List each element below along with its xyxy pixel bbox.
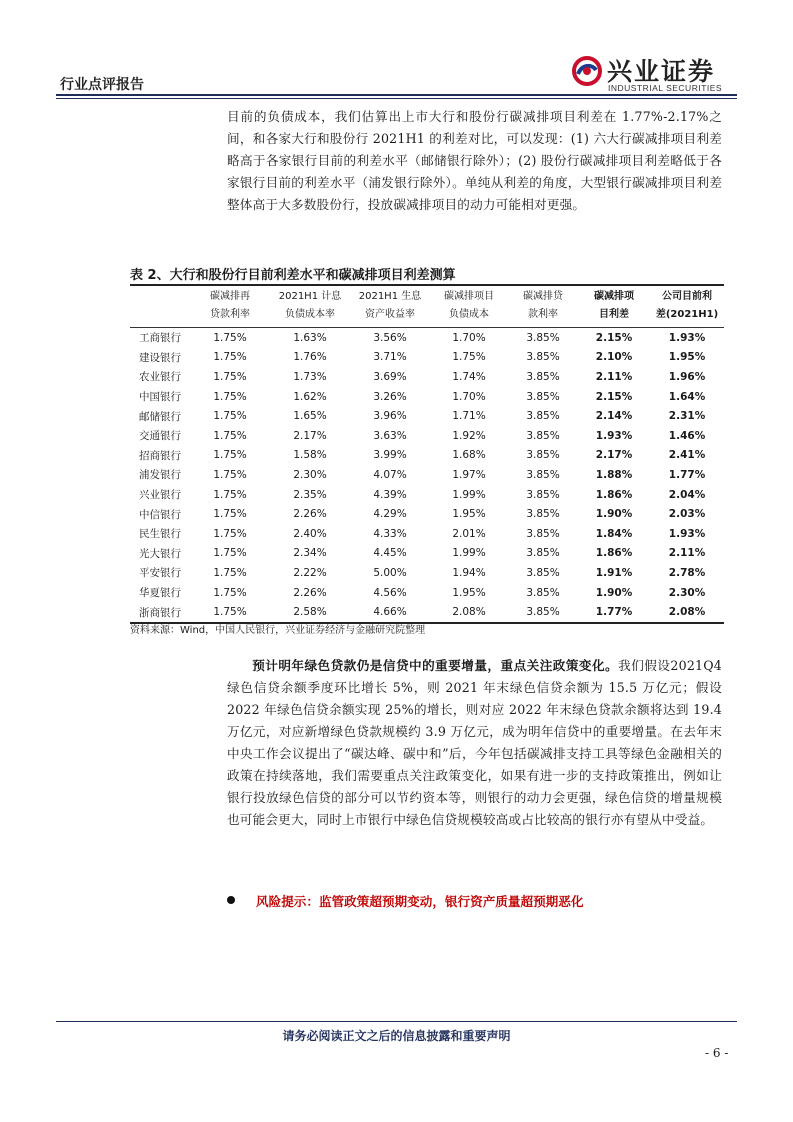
value-cell: 2.17% <box>293 429 327 442</box>
value-cell: 4.56% <box>373 586 407 599</box>
value-cell: 3.85% <box>526 410 560 423</box>
value-cell: 1.99% <box>452 488 486 501</box>
value-cell: 3.85% <box>526 331 560 344</box>
table-body <box>130 328 724 623</box>
value-cell: 2.01% <box>452 527 486 540</box>
value-cell: 2.40% <box>293 527 327 540</box>
bank-name-cell: 建设银行 <box>139 351 181 364</box>
column-header <box>650 285 724 328</box>
outlook-lead: 预计明年绿色贷款仍是信贷中的重要增量，重点关注政策变化。 <box>252 658 619 673</box>
value-cell: 3.85% <box>526 429 560 442</box>
risk-warning: 风险提示：监管政策超预期变动，银行资产质量超预期恶化 <box>256 894 584 909</box>
value-cell: 1.75% <box>213 390 247 403</box>
value-cell: 1.84% <box>595 527 633 540</box>
value-cell: 1.92% <box>452 429 486 442</box>
value-cell: 1.88% <box>595 468 633 481</box>
value-cell: 1.75% <box>213 488 247 501</box>
value-cell: 2.03% <box>668 508 706 521</box>
value-cell: 2.58% <box>270 602 350 623</box>
column-header <box>130 285 190 328</box>
value-cell: 3.85% <box>526 468 560 481</box>
logo-chinese-name: 兴业证券 <box>607 57 716 86</box>
value-cell: 3.85% <box>526 508 560 521</box>
value-cell: 4.45% <box>373 547 407 560</box>
column-header-line: 目利差 <box>599 309 629 320</box>
table-row <box>130 387 724 407</box>
value-cell: 1.76% <box>293 351 327 364</box>
page-number: - 6 - <box>705 1046 729 1060</box>
value-cell: 1.75% <box>213 410 247 423</box>
bank-name-cell: 交通银行 <box>139 430 181 443</box>
value-cell: 2.11% <box>668 547 706 560</box>
value-cell: 3.85% <box>526 370 560 383</box>
value-cell: 1.75% <box>452 351 486 364</box>
footer-disclaimer: 请务必阅读正文之后的信息披露和重要声明 <box>282 1029 511 1043</box>
value-cell: 1.71% <box>452 410 486 423</box>
value-cell: 1.68% <box>452 449 486 462</box>
outlook-paragraph <box>227 655 722 831</box>
value-cell: 1.75% <box>213 370 247 383</box>
value-cell: 1.90% <box>595 586 633 599</box>
value-cell: 2.17% <box>595 449 633 462</box>
value-cell: 2.15% <box>595 331 633 344</box>
column-header-line: 碳减排项目 <box>444 291 494 302</box>
value-cell: 2.78% <box>668 566 706 579</box>
value-cell: 5.00% <box>373 566 407 579</box>
value-cell: 3.85% <box>526 449 560 462</box>
value-cell: 1.75% <box>213 508 247 521</box>
value-cell: 1.77% <box>668 468 706 481</box>
column-header-line: 贷款利率 <box>210 309 250 320</box>
column-header-line: 碳减排贷 <box>523 291 563 302</box>
bank-name-cell: 浙商银行 <box>130 602 190 623</box>
value-cell: 1.70% <box>452 331 486 344</box>
table-source: 资料来源：Wind，中国人民银行，兴业证券经济与金融研究院整理 <box>130 625 426 636</box>
table-row <box>130 504 724 524</box>
value-cell: 3.85% <box>526 586 560 599</box>
value-cell: 1.91% <box>595 566 633 579</box>
header-divider <box>56 94 737 96</box>
value-cell: 2.10% <box>595 351 633 364</box>
value-cell: 3.56% <box>373 331 407 344</box>
value-cell: 4.39% <box>373 488 407 501</box>
logo-mark-icon <box>572 56 602 86</box>
column-header-line: 2021H1 计息 <box>278 291 342 302</box>
value-cell: 2.11% <box>595 370 633 383</box>
company-logo <box>572 52 737 94</box>
header-divider-thin <box>56 98 737 99</box>
bullet-icon <box>227 896 235 904</box>
value-cell: 1.99% <box>452 547 486 560</box>
value-cell: 2.41% <box>668 449 706 462</box>
report-category: 行业点评报告 <box>60 77 144 93</box>
value-cell: 1.75% <box>213 351 247 364</box>
column-header-line: 碳减排再 <box>210 291 250 302</box>
value-cell: 3.69% <box>373 370 407 383</box>
bank-name-cell: 华夏银行 <box>139 587 181 600</box>
value-cell: 2.35% <box>293 488 327 501</box>
column-header <box>350 285 430 328</box>
value-cell: 1.63% <box>293 331 327 344</box>
value-cell: 1.94% <box>452 566 486 579</box>
intro-paragraph: 目前的负债成本，我们估算出上市大行和股份行碳减排项目利差在 1.77%-2.17%之间，和各家大行和股份行 2021H1 的利差对比，可以发现：(1) 六大行碳减排项目利差略高于各家银行目前的利差水平（邮储银行除外）；(2) 股份行碳减排项目利差略低于各家银行目前的利差水平（浦发银行除外）。单纯从利差的角度，大型银行碳减排项目利差整体高于大多数股份行，投放碳减排项目的动力可能相对更强。 <box>227 109 722 212</box>
value-cell: 1.75% <box>213 547 247 560</box>
value-cell: 2.08% <box>430 602 508 623</box>
column-header-line: 差(2021H1) <box>655 309 719 320</box>
logo-english-name: INDUSTRIAL SECURITIES <box>608 83 723 93</box>
value-cell: 1.93% <box>595 429 633 442</box>
bank-name-cell: 农业银行 <box>139 371 181 384</box>
value-cell: 2.22% <box>293 566 327 579</box>
value-cell: 1.86% <box>595 547 633 560</box>
value-cell: 2.04% <box>668 488 706 501</box>
column-header-line: 负债成本率 <box>285 309 335 320</box>
column-header-line: 负债成本 <box>449 309 489 320</box>
value-cell: 1.95% <box>452 508 486 521</box>
value-cell: 1.77% <box>578 602 650 623</box>
value-cell: 1.46% <box>668 429 706 442</box>
value-cell: 3.85% <box>526 547 560 560</box>
table-row <box>130 465 724 485</box>
column-header-line: 资产收益率 <box>365 309 415 320</box>
value-cell: 1.65% <box>293 410 327 423</box>
value-cell: 3.26% <box>373 390 407 403</box>
bank-name-cell: 光大银行 <box>139 547 181 560</box>
table-row <box>130 485 724 505</box>
table-row <box>130 524 724 544</box>
value-cell: 1.75% <box>190 602 270 623</box>
value-cell: 1.93% <box>668 527 706 540</box>
table-row <box>130 446 724 466</box>
value-cell: 3.71% <box>373 351 407 364</box>
value-cell: 1.74% <box>452 370 486 383</box>
value-cell: 3.85% <box>526 351 560 364</box>
value-cell: 1.75% <box>213 468 247 481</box>
value-cell: 2.34% <box>293 547 327 560</box>
value-cell: 3.85% <box>526 566 560 579</box>
column-header-line: 碳减排项 <box>594 291 634 302</box>
table-row <box>130 328 724 348</box>
value-cell: 1.96% <box>668 370 706 383</box>
value-cell: 2.31% <box>668 410 706 423</box>
table-row <box>130 563 724 583</box>
value-cell: 1.58% <box>293 449 327 462</box>
table-header-row <box>130 285 724 328</box>
column-header <box>508 285 578 328</box>
value-cell: 2.14% <box>595 410 633 423</box>
footer-divider <box>56 1021 737 1022</box>
column-header <box>578 285 650 328</box>
value-cell: 4.66% <box>350 602 430 623</box>
value-cell: 1.97% <box>452 468 486 481</box>
value-cell: 2.30% <box>293 468 327 481</box>
bank-name-cell: 民生银行 <box>139 528 181 541</box>
value-cell: 3.85% <box>508 602 578 623</box>
value-cell: 3.96% <box>373 410 407 423</box>
bank-name-cell: 招商银行 <box>139 449 181 462</box>
value-cell: 1.73% <box>293 370 327 383</box>
bank-name-cell: 中国银行 <box>139 391 181 404</box>
value-cell: 1.75% <box>213 449 247 462</box>
value-cell: 3.85% <box>526 390 560 403</box>
bank-name-cell: 兴业银行 <box>139 489 181 502</box>
value-cell: 3.63% <box>373 429 407 442</box>
table-row <box>130 583 724 603</box>
value-cell: 1.93% <box>668 331 706 344</box>
value-cell: 1.75% <box>213 331 247 344</box>
table-row <box>130 348 724 368</box>
table-row <box>130 544 724 564</box>
value-cell: 2.30% <box>668 586 706 599</box>
column-header-line: 2021H1 生息 <box>358 291 422 302</box>
bank-name-cell: 邮储银行 <box>139 410 181 423</box>
value-cell: 1.95% <box>668 351 706 364</box>
value-cell: 2.26% <box>293 508 327 521</box>
value-cell: 1.75% <box>213 429 247 442</box>
column-header-line: 款利率 <box>528 309 558 320</box>
value-cell: 1.70% <box>452 390 486 403</box>
value-cell: 1.75% <box>213 586 247 599</box>
bank-name-cell: 工商银行 <box>139 332 181 345</box>
column-header <box>430 285 508 328</box>
value-cell: 2.26% <box>293 586 327 599</box>
value-cell: 1.64% <box>668 390 706 403</box>
column-header <box>270 285 350 328</box>
bank-name-cell: 浦发银行 <box>139 469 181 482</box>
spread-table <box>130 284 724 624</box>
table-row <box>130 602 724 623</box>
value-cell: 2.08% <box>650 602 724 623</box>
value-cell: 1.75% <box>213 527 247 540</box>
column-header <box>190 285 270 328</box>
value-cell: 4.07% <box>373 468 407 481</box>
bank-name-cell: 平安银行 <box>139 567 181 580</box>
value-cell: 2.15% <box>595 390 633 403</box>
value-cell: 1.75% <box>213 566 247 579</box>
value-cell: 3.99% <box>373 449 407 462</box>
value-cell: 3.85% <box>526 488 560 501</box>
value-cell: 1.90% <box>595 508 633 521</box>
table-title: 表 2、大行和股份行目前利差水平和碳减排项目利差测算 <box>130 268 456 283</box>
value-cell: 4.29% <box>373 508 407 521</box>
table-row <box>130 406 724 426</box>
value-cell: 1.95% <box>452 586 486 599</box>
value-cell: 1.62% <box>293 390 327 403</box>
value-cell: 4.33% <box>373 527 407 540</box>
outlook-body: 我们假设2021Q4 绿色信贷余额季度环比增长 5%，则 2021 年末绿色信贷余额为 15.5 万亿元；假设 2022 年绿色信贷余额实现 25%的增长，则对应 2022 年末绿色贷款余额将达到 19.4 万亿元，对应新增绿色贷款规模约 3.9 万亿元，成为明年信贷中的重要增量。在去年末中央工作会议提出了“碳达峰、碳中和”后，今年包括碳减排支持工具等绿色金融相关的政策在持续落地，我们需要重点关注政策变化，如果有进一步的支持政策推出，例如让银行投放绿色信贷的部分可以节约资本等，则银行的动力会更强，绿色信贷的增量规模也可能会更大，同时上市银行中绿色信贷规模较高或占比较高的银行亦有望从中受益。 <box>227 658 722 827</box>
table-row <box>130 367 724 387</box>
table-row <box>130 426 724 446</box>
value-cell: 1.86% <box>595 488 633 501</box>
column-header-line: 公司目前利 <box>662 291 712 302</box>
bank-name-cell: 中信银行 <box>139 508 181 521</box>
value-cell: 3.85% <box>526 527 560 540</box>
